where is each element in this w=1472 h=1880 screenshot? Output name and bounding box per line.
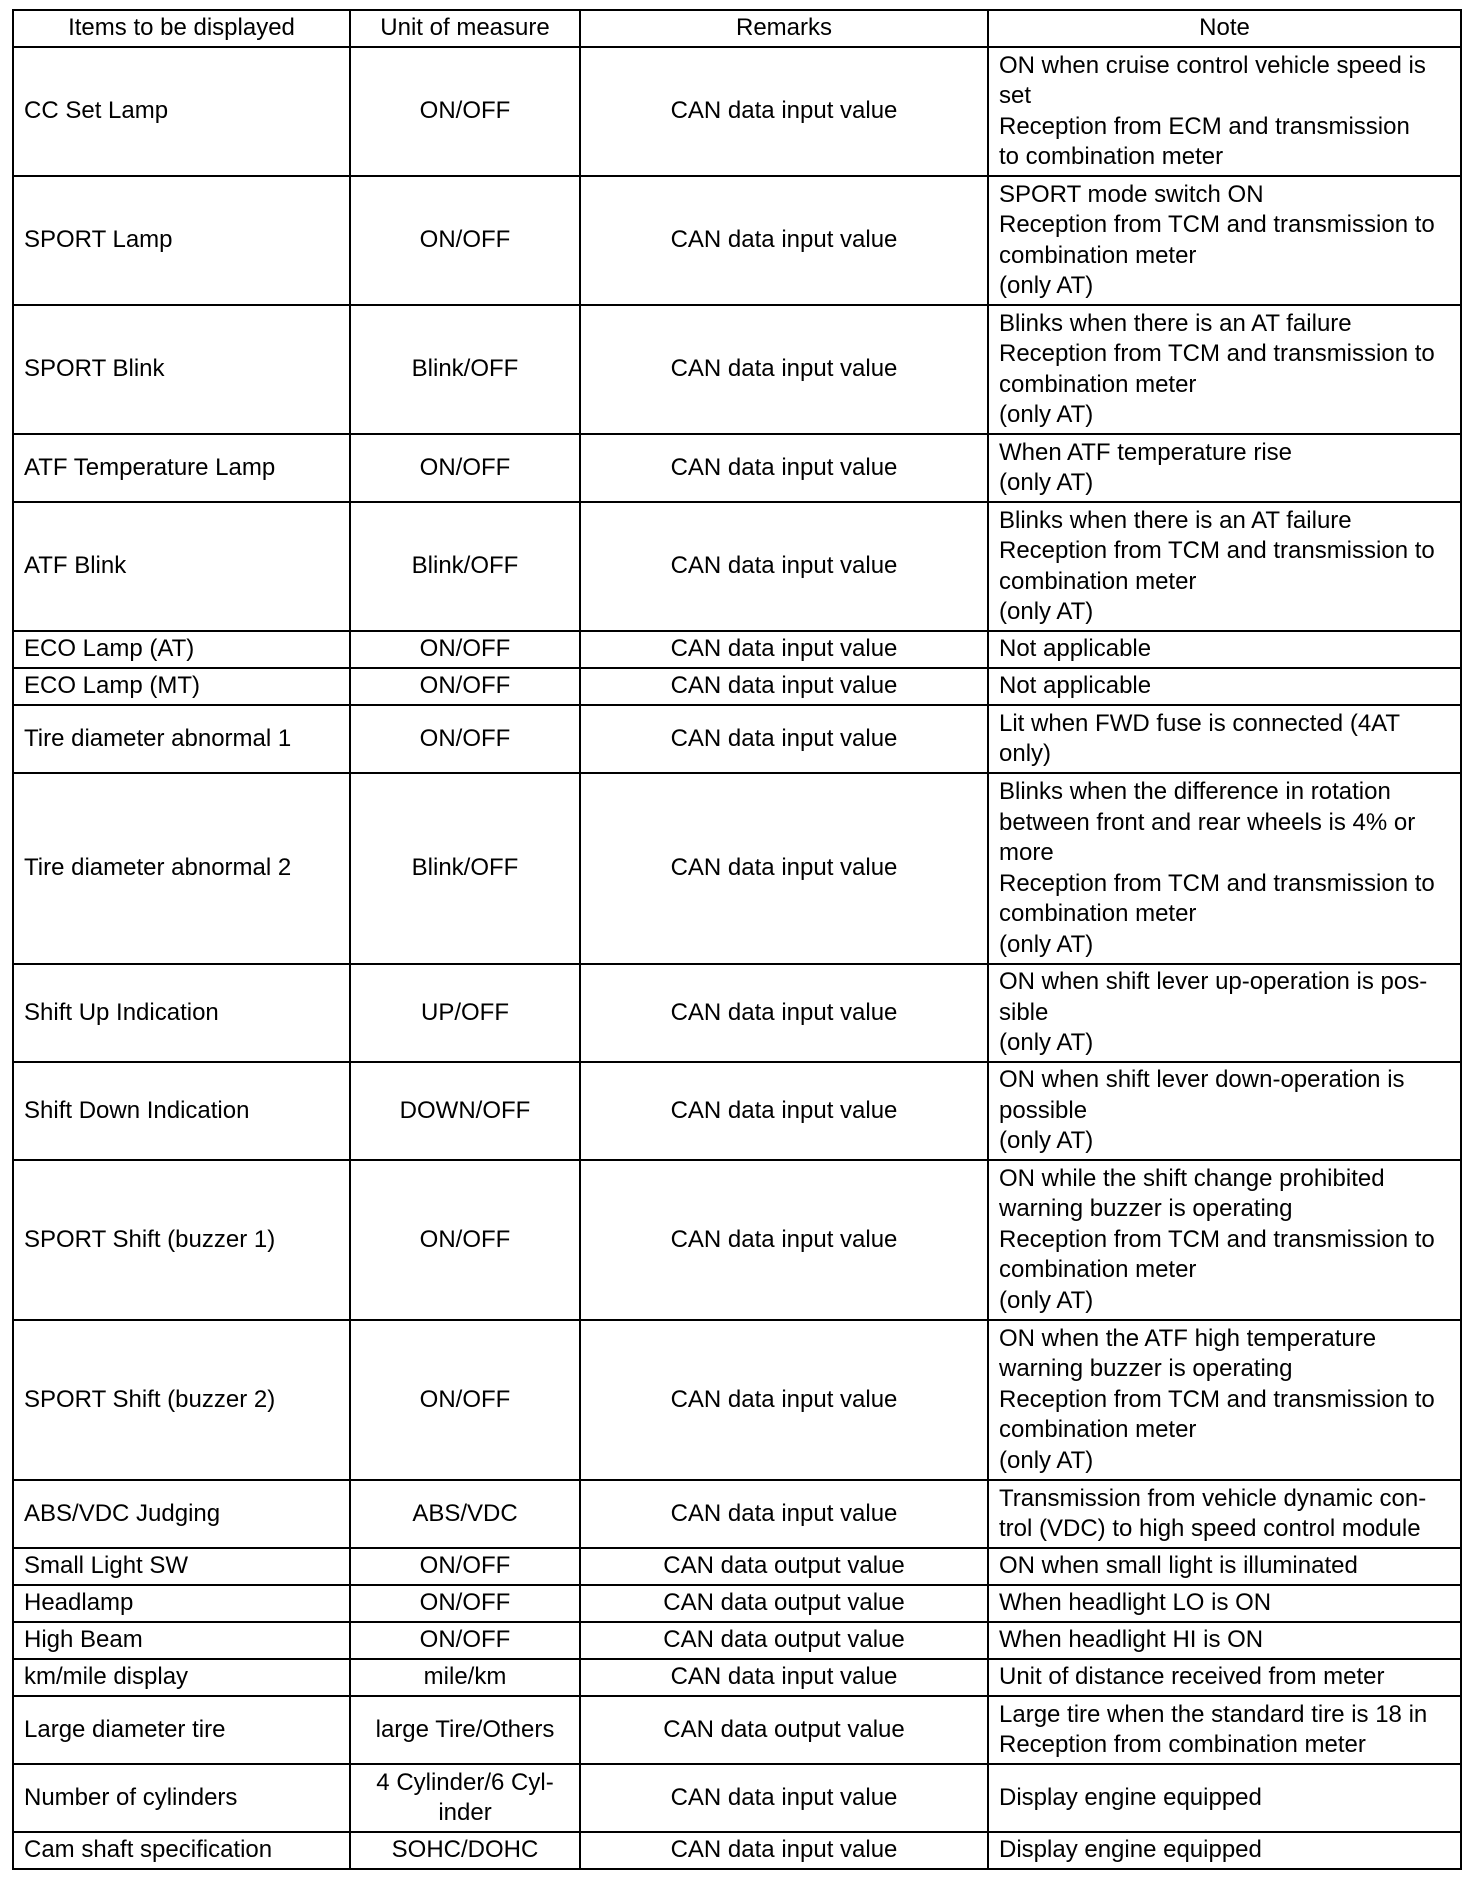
remarks-cell: CAN data input value — [580, 1062, 988, 1160]
note-cell-line: Transmission from vehicle dynamic con- — [999, 1484, 1427, 1512]
header-unit: Unit of measure — [350, 10, 580, 47]
note-cell-line: warning buzzer is operating — [999, 1355, 1293, 1383]
unit-cell: ON/OFF — [350, 1622, 580, 1659]
note-cell-line: trol (VDC) to high speed control module — [999, 1515, 1421, 1542]
note-cell — [988, 1548, 1461, 1585]
note-cell-line: When headlight LO is ON — [999, 1589, 1272, 1617]
item-cell: Cam shaft specification — [13, 1832, 350, 1869]
remarks-cell: CAN data output value — [580, 1622, 988, 1659]
remarks-cell: CAN data input value — [580, 47, 988, 176]
note-cell-line: Unit of distance received from meter — [999, 1663, 1385, 1691]
item-cell: ECO Lamp (MT) — [13, 668, 350, 705]
unit-cell: SOHC/DOHC — [350, 1832, 580, 1869]
remarks-cell: CAN data input value — [580, 964, 988, 1062]
note-cell-line: combination meter — [999, 567, 1197, 595]
note-cell-line: Reception from ECM and transmission — [999, 112, 1410, 140]
item-cell: Tire diameter abnormal 1 — [13, 705, 350, 773]
note-cell-line: more — [999, 839, 1054, 866]
remarks-cell: CAN data input value — [580, 176, 988, 305]
table-row — [13, 1160, 1461, 1320]
note-cell-line: combination meter — [999, 241, 1197, 269]
note-cell-line: to combination meter — [999, 143, 1224, 170]
note-cell — [988, 1585, 1461, 1622]
item-cell: Large diameter tire — [13, 1696, 350, 1764]
table-row — [13, 1622, 1461, 1659]
item-cell: ABS/VDC Judging — [13, 1480, 350, 1548]
table-row — [13, 631, 1461, 668]
unit-cell-line: 4 Cylinder/6 Cyl- — [376, 1768, 554, 1796]
note-cell-line: (only AT) — [999, 401, 1094, 428]
unit-cell: ON/OFF — [350, 47, 580, 176]
remarks-cell: CAN data input value — [580, 434, 988, 502]
note-cell-line: ON when cruise control vehicle speed is — [999, 51, 1426, 79]
remarks-cell: CAN data input value — [580, 1764, 988, 1832]
note-cell-line: Not applicable — [999, 635, 1152, 663]
header-items: Items to be displayed — [13, 10, 350, 47]
unit-cell: ON/OFF — [350, 668, 580, 705]
note-cell-line: Reception from combination meter — [999, 1731, 1366, 1758]
note-cell-line: Reception from TCM and transmission to — [999, 1225, 1435, 1253]
table-row — [13, 434, 1461, 502]
note-cell — [988, 773, 1461, 964]
remarks-cell: CAN data input value — [580, 773, 988, 964]
note-cell-line: ON while the shift change prohibited — [999, 1164, 1385, 1192]
item-cell: SPORT Blink — [13, 305, 350, 434]
remarks-cell: CAN data input value — [580, 502, 988, 631]
note-cell-line: (only AT) — [999, 598, 1094, 625]
header-note: Note — [988, 10, 1461, 47]
note-cell-line: Reception from TCM and transmission to — [999, 1385, 1435, 1413]
note-cell — [988, 668, 1461, 705]
table-row — [13, 1548, 1461, 1585]
note-cell — [988, 1160, 1461, 1320]
unit-cell: ON/OFF — [350, 1160, 580, 1320]
note-cell-line: set — [999, 82, 1032, 109]
note-cell-line: ON when shift lever up-operation is pos- — [999, 968, 1428, 996]
note-cell-line: ON when small light is illuminated — [999, 1552, 1358, 1580]
unit-cell: ON/OFF — [350, 1320, 580, 1480]
note-cell-line: (only AT) — [999, 930, 1094, 958]
note-cell-line: SPORT mode switch ON — [999, 180, 1264, 208]
table-row — [13, 773, 1461, 964]
remarks-cell: CAN data input value — [580, 1480, 988, 1548]
note-cell — [988, 705, 1461, 773]
table-row — [13, 1480, 1461, 1548]
item-cell: SPORT Lamp — [13, 176, 350, 305]
unit-cell: ON/OFF — [350, 176, 580, 305]
note-cell-line: When ATF temperature rise — [999, 438, 1292, 466]
note-cell — [988, 1480, 1461, 1548]
table-row — [13, 1585, 1461, 1622]
note-cell-line: When headlight HI is ON — [999, 1626, 1264, 1654]
table-header-row — [13, 10, 1461, 47]
note-cell-line: combination meter — [999, 1416, 1197, 1444]
item-cell: km/mile display — [13, 1659, 350, 1696]
table-row — [13, 964, 1461, 1062]
unit-cell: UP/OFF — [350, 964, 580, 1062]
unit-cell: Blink/OFF — [350, 502, 580, 631]
note-cell — [988, 502, 1461, 631]
note-cell — [988, 1622, 1461, 1659]
unit-cell: ON/OFF — [350, 631, 580, 668]
note-cell — [988, 1659, 1461, 1696]
table-row — [13, 1696, 1461, 1764]
remarks-cell: CAN data output value — [580, 1585, 988, 1622]
item-cell: SPORT Shift (buzzer 2) — [13, 1320, 350, 1480]
table-row — [13, 1764, 1461, 1832]
table-row — [13, 47, 1461, 176]
note-cell-line: Display engine equipped — [999, 1836, 1262, 1864]
note-cell — [988, 434, 1461, 502]
table-row — [13, 668, 1461, 705]
note-cell-line: Reception from TCM and transmission to — [999, 869, 1435, 897]
note-cell-line: Blinks when the difference in rotation — [999, 778, 1391, 805]
remarks-cell: CAN data input value — [580, 631, 988, 668]
note-cell — [988, 1320, 1461, 1480]
unit-cell: ON/OFF — [350, 1548, 580, 1585]
unit-cell: ON/OFF — [350, 434, 580, 502]
table-row — [13, 1832, 1461, 1869]
unit-cell: ON/OFF — [350, 1585, 580, 1622]
remarks-cell: CAN data input value — [580, 1659, 988, 1696]
unit-cell-line: inder — [438, 1799, 492, 1826]
table-body — [13, 47, 1461, 1869]
remarks-cell: CAN data output value — [580, 1548, 988, 1585]
note-cell-line: (only AT) — [999, 1127, 1094, 1155]
table-row — [13, 1062, 1461, 1160]
unit-cell: DOWN/OFF — [350, 1062, 580, 1160]
remarks-cell: CAN data input value — [580, 1160, 988, 1320]
note-cell — [988, 631, 1461, 668]
unit-cell: Blink/OFF — [350, 773, 580, 964]
item-cell: ATF Temperature Lamp — [13, 434, 350, 502]
remarks-cell: CAN data input value — [580, 1832, 988, 1869]
unit-cell: ABS/VDC — [350, 1480, 580, 1548]
item-cell: Shift Up Indication — [13, 964, 350, 1062]
note-cell-line: possible — [999, 1096, 1088, 1124]
item-cell: ATF Blink — [13, 502, 350, 631]
note-cell-line: warning buzzer is operating — [999, 1195, 1293, 1223]
note-cell-line: Reception from TCM and transmission to — [999, 211, 1435, 238]
remarks-cell: CAN data input value — [580, 705, 988, 773]
note-cell-line: Display engine equipped — [999, 1783, 1262, 1811]
note-cell — [988, 1696, 1461, 1764]
header-remarks: Remarks — [580, 10, 988, 47]
note-cell-line: only) — [999, 740, 1052, 767]
note-cell — [988, 1764, 1461, 1832]
note-cell-line: (only AT) — [999, 272, 1094, 299]
unit-cell: mile/km — [350, 1659, 580, 1696]
unit-cell — [350, 1764, 580, 1832]
note-cell-line: ON when shift lever down-operation is — [999, 1066, 1405, 1094]
table-row — [13, 502, 1461, 631]
unit-cell: large Tire/Others — [350, 1696, 580, 1764]
item-cell: SPORT Shift (buzzer 1) — [13, 1160, 350, 1320]
item-cell: Tire diameter abnormal 2 — [13, 773, 350, 964]
note-cell — [988, 1832, 1461, 1869]
note-cell-line: Reception from TCM and transmission to — [999, 537, 1435, 564]
note-cell-line: Blinks when there is an AT failure — [999, 506, 1352, 534]
note-cell-line: (only AT) — [999, 1446, 1094, 1474]
remarks-cell: CAN data input value — [580, 668, 988, 705]
note-cell — [988, 1062, 1461, 1160]
item-cell: Number of cylinders — [13, 1764, 350, 1832]
remarks-cell: CAN data output value — [580, 1696, 988, 1764]
note-cell-line: (only AT) — [999, 469, 1094, 496]
unit-cell: ON/OFF — [350, 705, 580, 773]
note-cell — [988, 47, 1461, 176]
note-cell-line: between front and rear wheels is 4% or — [999, 808, 1416, 836]
note-cell-line: combination meter — [999, 1256, 1197, 1284]
note-cell — [988, 305, 1461, 434]
unit-cell: Blink/OFF — [350, 305, 580, 434]
item-cell: Shift Down Indication — [13, 1062, 350, 1160]
note-cell-line: sible — [999, 998, 1049, 1026]
remarks-cell: CAN data input value — [580, 1320, 988, 1480]
note-cell — [988, 964, 1461, 1062]
note-cell — [988, 176, 1461, 305]
note-cell-line: Lit when FWD fuse is connected (4AT — [999, 709, 1401, 737]
item-cell: Headlamp — [13, 1585, 350, 1622]
item-cell: High Beam — [13, 1622, 350, 1659]
note-cell-line: Reception from TCM and transmission to — [999, 340, 1435, 367]
table-row — [13, 305, 1461, 434]
table-row — [13, 176, 1461, 305]
data-table — [12, 9, 1462, 1870]
note-cell-line: combination meter — [999, 900, 1197, 927]
note-cell-line: combination meter — [999, 370, 1197, 398]
item-cell: Small Light SW — [13, 1548, 350, 1585]
note-cell-line: ON when the ATF high temperature — [999, 1324, 1377, 1352]
note-cell-line: (only AT) — [999, 1029, 1094, 1057]
remarks-cell: CAN data input value — [580, 305, 988, 434]
note-cell-line: Blinks when there is an AT failure — [999, 309, 1352, 337]
note-cell-line: Not applicable — [999, 672, 1152, 700]
table-row — [13, 1659, 1461, 1696]
table-row — [13, 1320, 1461, 1480]
item-cell: ECO Lamp (AT) — [13, 631, 350, 668]
table-row — [13, 705, 1461, 773]
note-cell-line: (only AT) — [999, 1286, 1094, 1314]
item-cell: CC Set Lamp — [13, 47, 350, 176]
note-cell-line: Large tire when the standard tire is 18 in — [999, 1700, 1428, 1728]
